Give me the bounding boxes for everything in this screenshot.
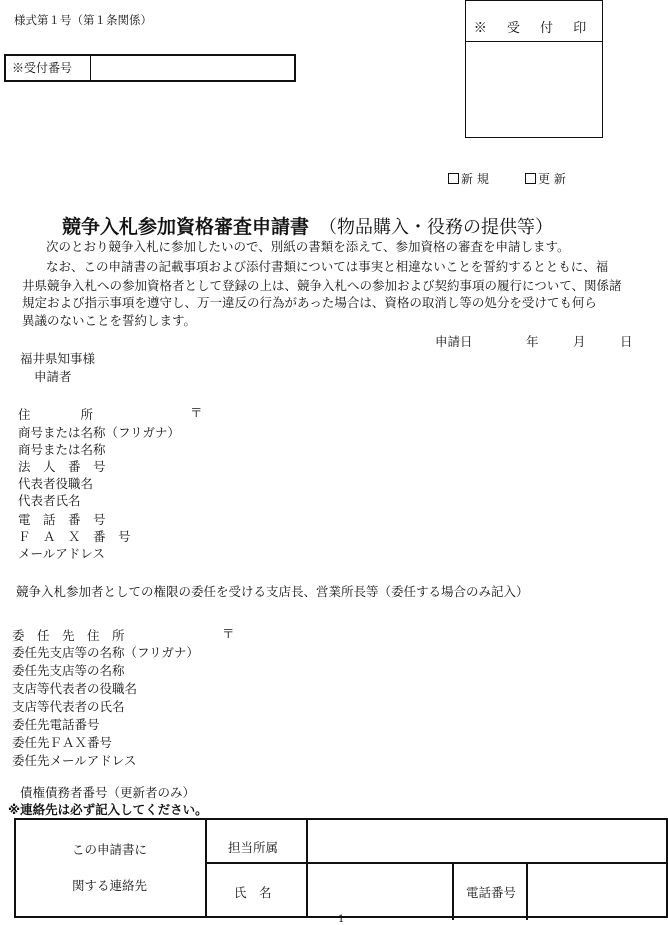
table-divider bbox=[205, 862, 668, 864]
title-sub: （物品購入・役務の提供等） bbox=[319, 217, 554, 238]
delegate-fax-label: 委任先ＦＡＸ番号 bbox=[12, 735, 113, 750]
receipt-stamp-label: ※ 受 付 印 bbox=[466, 1, 602, 42]
table-divider bbox=[306, 820, 308, 916]
delegation-note: 競争入札参加者としての権限の委任を受ける支店長、営業所長等（委任する場合のみ記入） bbox=[16, 584, 529, 599]
postal-mark: 〒 bbox=[190, 405, 203, 420]
delegate-postal-mark: 〒 bbox=[222, 626, 235, 641]
addressee: 福井県知事様 bbox=[20, 351, 96, 366]
delegate-phone-label: 委任先電話番号 bbox=[12, 717, 100, 732]
checkbox-icon bbox=[448, 173, 459, 184]
body-line-4: 規定および指示事項を遵守し、万一違反の行為があった場合は、資格の取消し等の処分を受けても何ら bbox=[22, 295, 597, 310]
receipt-number-box bbox=[4, 54, 296, 82]
delegate-email-label: 委任先メールアドレス bbox=[12, 753, 137, 768]
department-label: 担当所属 bbox=[228, 840, 279, 855]
applicant-label: 申請者 bbox=[34, 369, 72, 384]
name-label: 商号または名称 bbox=[18, 442, 106, 457]
title-main: 競争入札参加資格審査申請書 bbox=[62, 216, 310, 238]
body-line-3: 井県競争入札への参加資格者として登録の上は、競争入札への参加および契約事項の履行について、関係諸 bbox=[22, 278, 622, 293]
contact-table bbox=[14, 818, 668, 918]
date-label: 申請日 bbox=[435, 334, 473, 349]
form-number: 様式第１号（第１条関係） bbox=[14, 13, 152, 27]
table-divider bbox=[452, 862, 454, 920]
delegate-address-label: 委 任 先 住 所 bbox=[12, 628, 125, 643]
table-divider bbox=[526, 862, 528, 920]
fax-label: Ｆ Ａ Ｘ 番 号 bbox=[18, 529, 131, 544]
address-label: 住 所 bbox=[18, 407, 94, 422]
renewal-label: 更 新 bbox=[538, 172, 566, 186]
contact-row-label-2: 関する連絡先 bbox=[72, 878, 148, 893]
document-title bbox=[62, 212, 553, 239]
date-month: 月 bbox=[573, 334, 586, 349]
corp-number-label: 法 人 番 号 bbox=[18, 459, 106, 474]
delegate-branch-kana-label: 委任先支店等の名称（フリガナ） bbox=[12, 645, 199, 660]
body-line-1: 次のとおり競争入札に参加したいので、別紙の書類を添えて、参加資格の審査を申請します。 bbox=[46, 239, 570, 254]
receipt-stamp-box bbox=[465, 0, 603, 138]
contact-note: ※連絡先は必ず記入してください。 bbox=[8, 802, 208, 817]
email-label: メールアドレス bbox=[18, 546, 105, 561]
contact-phone-label: 電話番号 bbox=[466, 885, 517, 900]
delegate-rep-name-label: 支店等代表者の氏名 bbox=[12, 699, 125, 714]
contact-name-label: 氏 名 bbox=[234, 885, 272, 900]
contact-row-label-1: この申請書に bbox=[72, 842, 148, 857]
creditor-number-label: 債権債務者番号（更新者のみ） bbox=[20, 785, 196, 800]
new-application-checkbox[interactable] bbox=[448, 170, 489, 187]
rep-title-label: 代表者役職名 bbox=[18, 476, 94, 491]
name-kana-label: 商号または名称（フリガナ） bbox=[18, 425, 180, 440]
new-label: 新 規 bbox=[461, 172, 489, 186]
contact-phone-input[interactable] bbox=[534, 870, 664, 910]
page-number: 1 bbox=[338, 914, 345, 925]
department-input[interactable] bbox=[316, 828, 666, 856]
date-year: 年 bbox=[526, 334, 539, 349]
delegate-branch-name-label: 委任先支店等の名称 bbox=[12, 663, 125, 678]
delegate-rep-title-label: 支店等代表者の役職名 bbox=[12, 681, 138, 696]
contact-name-input[interactable] bbox=[316, 870, 446, 910]
phone-label: 電 話 番 号 bbox=[18, 512, 106, 527]
receipt-number-label: ※受付番号 bbox=[6, 56, 91, 80]
renewal-checkbox[interactable] bbox=[525, 170, 566, 187]
body-line-5: 異議のないことを誓約します。 bbox=[22, 313, 197, 328]
checkbox-icon bbox=[525, 173, 536, 184]
body-line-2: なお、この申請書の記載事項および添付書類については事実と相違ないことを誓約するとともに、福 bbox=[46, 259, 609, 274]
date-day: 日 bbox=[620, 334, 633, 349]
table-divider bbox=[205, 820, 207, 916]
rep-name-label: 代表者氏名 bbox=[18, 493, 81, 508]
